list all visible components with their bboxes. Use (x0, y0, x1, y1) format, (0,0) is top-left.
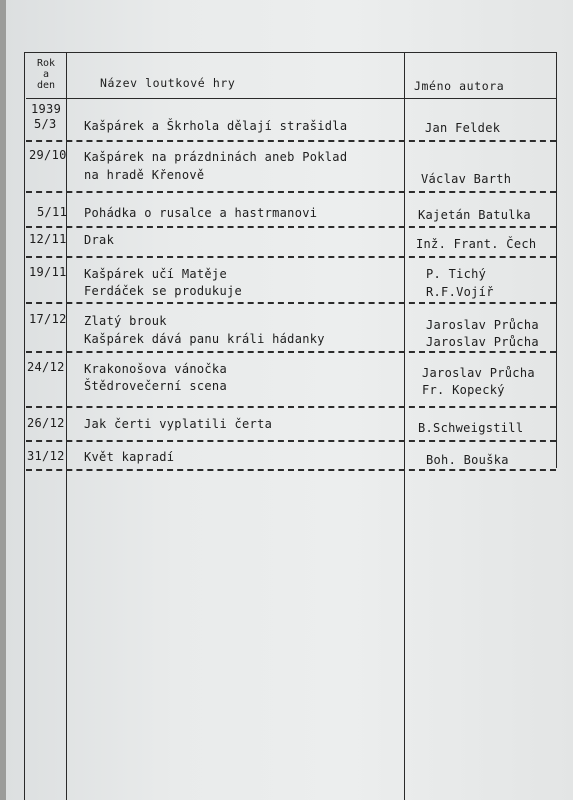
row-title: Štědrovečerní scena (84, 379, 227, 393)
row-author: Jan Feldek (425, 121, 501, 135)
row-author: Fr. Kopecký (422, 383, 505, 397)
column-divider-title (404, 52, 405, 800)
row-date: 31/12 (27, 449, 65, 463)
table-border-left (24, 52, 25, 800)
row-date: 12/11 (29, 232, 67, 246)
column-divider-date (66, 52, 67, 800)
row-date: 19/11 (29, 265, 67, 279)
row-author: R.F.Vojíř (426, 285, 494, 299)
row-date: 5/3 (34, 117, 57, 131)
row-title: Pohádka o rusalce a hastrmanovi (84, 206, 318, 220)
row-author: Václav Barth (421, 172, 512, 186)
row-date: 17/12 (29, 312, 67, 326)
row-author: P. Tichý (426, 267, 487, 281)
row-title: Drak (84, 233, 115, 247)
row-date: 29/10 (29, 148, 67, 162)
table-border-right (556, 52, 557, 468)
row-author: Jaroslav Průcha (422, 366, 535, 380)
header-rule (26, 98, 556, 99)
row-title: Ferdáček se produkuje (84, 284, 243, 298)
header-date-line: Rok (36, 58, 56, 69)
row-title: Kašpárek a Škrhola dělají strašidla (84, 119, 348, 133)
row-author: Inž. Frant. Čech (416, 237, 537, 251)
row-author: B.Schweigstill (418, 421, 524, 435)
row-rule (26, 406, 556, 408)
header-title-column: Název loutkové hry (100, 76, 236, 90)
row-author: Jaroslav Průcha (426, 335, 539, 349)
row-date: 5/11 (37, 205, 68, 219)
row-author: Boh. Bouška (426, 453, 509, 467)
row-rule (26, 302, 556, 304)
row-year: 1939 (31, 102, 62, 116)
row-rule (26, 469, 556, 471)
row-date: 26/12 (27, 416, 65, 430)
row-title: Jak čerti vyplatili čerta (84, 417, 273, 431)
row-author: Jaroslav Průcha (426, 318, 539, 332)
header-author-column: Jméno autora (414, 79, 505, 93)
row-title: Květ kapradí (84, 450, 175, 464)
row-rule (26, 440, 556, 442)
row-title: Zlatý brouk (84, 314, 167, 328)
row-rule (26, 256, 556, 258)
row-author: Kajetán Batulka (418, 208, 531, 222)
row-title: Krakonošova vánočka (84, 362, 227, 376)
row-rule (26, 226, 556, 228)
row-date: 24/12 (27, 360, 65, 374)
row-title: Kašpárek na prázdninách aneb Poklad (84, 150, 348, 164)
row-rule (26, 191, 556, 193)
row-title: Kašpárek dává panu králi hádanky (84, 332, 325, 346)
header-date-line: den (36, 80, 56, 91)
header-date-column (28, 58, 64, 91)
table-top-rule (24, 52, 557, 53)
row-title: na hradě Křenově (84, 168, 205, 182)
header-date-line: a (42, 69, 50, 80)
row-rule (26, 351, 556, 353)
row-title: Kašpárek učí Matěje (84, 267, 227, 281)
row-rule (26, 140, 556, 142)
